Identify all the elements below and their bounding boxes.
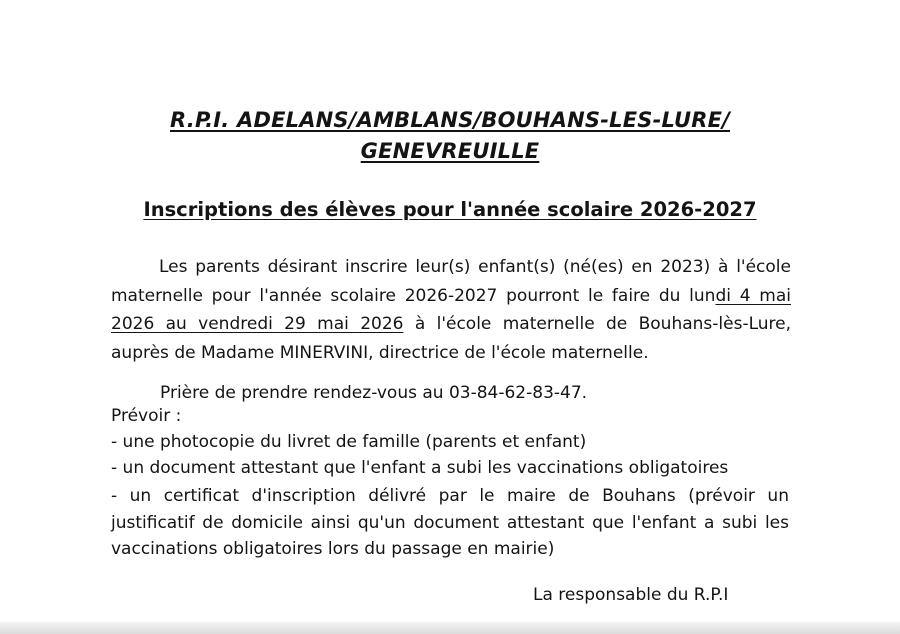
paragraph-text-end: à l'école maternelle de Bouhans-lès-Lure, auprès de Madame MINERVINI, directrice de l'école maternelle. [111,314,792,363]
document-title-line-1: R.P.I. ADELANS/AMBLANS/BOUHANS-LES-LURE/ [170,108,730,132]
signature-line: La responsable du R.P.I [533,585,729,605]
list-item: - une photocopie du livret de famille (parents et enfant) [111,432,587,452]
paragraph-indent [111,257,159,277]
registration-dates: di 4 mai 2026 au vendredi 29 mai 2026 [111,285,792,334]
document-title-line-2: GENEVREUILLE [360,139,540,163]
prevoir-label: Prévoir : [111,406,182,426]
main-paragraph [111,253,791,367]
page-bottom-edge [0,622,900,634]
list-item: - un certificat d'inscription délivré par le maire de Bouhans (prévoir un justificatif de domicile ainsi qu'un document attestant que l'enfant a subi les vaccinations obligatoires lors du passage en mairie) [111,486,789,559]
appointment-line: Prière de prendre rendez-vous au 03-84-62-83-47. [160,383,588,403]
list-item: - un document attestant que l'enfant a subi les vaccinations obligatoires [111,458,729,478]
document-subtitle: Inscriptions des élèves pour l'année scolaire 2026-2027 [143,198,757,221]
paragraph-text-start: Les parents désirant inscrire leur(s) enfant(s) (né(es) en 2023) à l'école maternelle pour l'année scolaire 2026-2027 pourront le faire du lun [111,257,791,306]
